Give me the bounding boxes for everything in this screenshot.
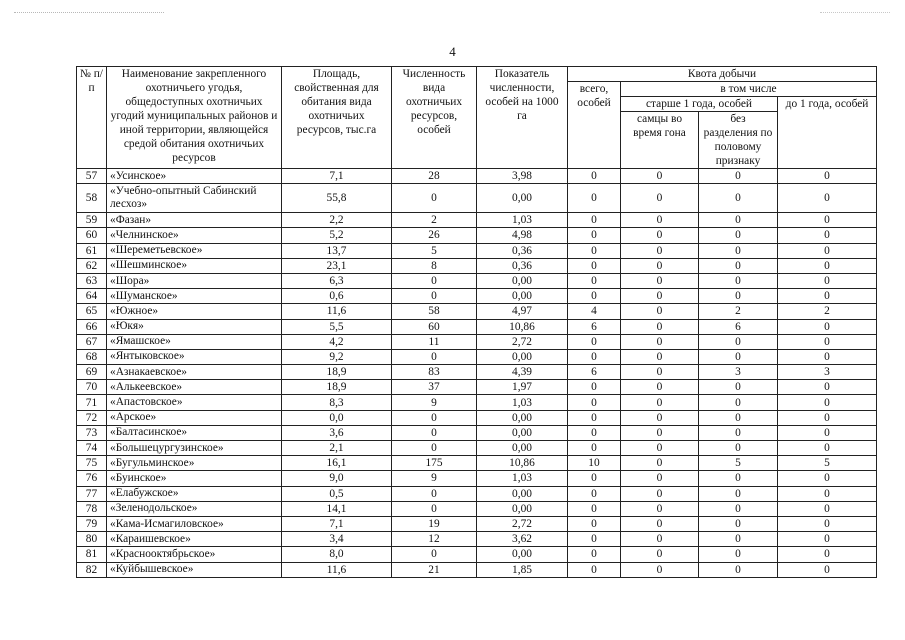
row-density: 10,86 [477,456,568,471]
row-number: 69 [77,365,107,380]
row-quota-under: 0 [778,184,877,213]
row-count: 175 [392,456,477,471]
row-quota-males: 0 [621,184,699,213]
row-quota-under: 5 [778,456,877,471]
table-row [77,471,877,486]
row-count: 0 [392,184,477,213]
row-name: «Челнинское» [107,228,282,243]
row-count: 83 [392,365,477,380]
row-count: 21 [392,562,477,577]
header-quota: Квота добычи [568,67,877,82]
row-density: 10,86 [477,319,568,334]
row-quota-nosex: 0 [699,228,778,243]
table-row [77,213,877,228]
row-quota-under: 0 [778,169,877,184]
row-number: 71 [77,395,107,410]
row-quota-total: 0 [568,441,621,456]
row-name: «Бугульминское» [107,456,282,471]
row-density: 0,00 [477,273,568,288]
row-quota-total: 0 [568,380,621,395]
scan-header-rule-right [820,12,890,13]
header-under-1: до 1 года, особей [778,97,877,169]
row-name: «Шереметьевское» [107,243,282,258]
row-quota-total: 0 [568,243,621,258]
row-name: «Краснооктябрьское» [107,547,282,562]
table-row [77,395,877,410]
table-row [77,441,877,456]
row-quota-under: 0 [778,213,877,228]
table-header [77,67,877,169]
row-density: 2,72 [477,516,568,531]
row-quota-total: 0 [568,532,621,547]
row-number: 77 [77,486,107,501]
table-body [77,169,877,578]
row-area: 11,6 [282,304,392,319]
row-quota-nosex: 2 [699,304,778,319]
row-quota-under: 2 [778,304,877,319]
row-number: 67 [77,334,107,349]
row-count: 37 [392,380,477,395]
row-count: 0 [392,410,477,425]
row-quota-males: 0 [621,289,699,304]
row-area: 55,8 [282,184,392,213]
row-quota-males: 0 [621,349,699,364]
row-quota-total: 0 [568,486,621,501]
page-number: 4 [449,44,456,59]
table-row [77,334,877,349]
row-quota-total: 10 [568,456,621,471]
row-quota-nosex: 0 [699,349,778,364]
row-name: «Зеленодольское» [107,501,282,516]
row-density: 4,39 [477,365,568,380]
table-row [77,169,877,184]
row-quota-nosex: 0 [699,213,778,228]
row-quota-males: 0 [621,319,699,334]
row-quota-males: 0 [621,471,699,486]
row-name: «Юкя» [107,319,282,334]
row-count: 0 [392,501,477,516]
table-row [77,273,877,288]
row-number: 81 [77,547,107,562]
row-quota-nosex: 0 [699,516,778,531]
row-name: «Южное» [107,304,282,319]
row-quota-total: 6 [568,319,621,334]
row-density: 4,98 [477,228,568,243]
row-quota-males: 0 [621,486,699,501]
row-quota-under: 0 [778,441,877,456]
table-row [77,349,877,364]
row-name: «Фазан» [107,213,282,228]
row-quota-under: 0 [778,425,877,440]
row-density: 0,36 [477,243,568,258]
table-row [77,258,877,273]
row-number: 82 [77,562,107,577]
row-quota-total: 0 [568,228,621,243]
row-quota-under: 0 [778,319,877,334]
row-quota-males: 0 [621,516,699,531]
row-number: 76 [77,471,107,486]
row-quota-nosex: 0 [699,243,778,258]
row-number: 66 [77,319,107,334]
row-quota-males: 0 [621,258,699,273]
row-quota-total: 0 [568,425,621,440]
row-quota-total: 0 [568,273,621,288]
row-density: 4,97 [477,304,568,319]
table-row [77,243,877,258]
row-quota-males: 0 [621,169,699,184]
row-area: 16,1 [282,456,392,471]
row-name: «Ямашское» [107,334,282,349]
header-no-sex-division: без разделения по половому признаку [699,112,778,169]
row-quota-males: 0 [621,562,699,577]
row-quota-nosex: 0 [699,501,778,516]
row-quota-under: 0 [778,410,877,425]
row-number: 74 [77,441,107,456]
row-quota-nosex: 0 [699,532,778,547]
row-number: 80 [77,532,107,547]
row-count: 0 [392,289,477,304]
row-count: 0 [392,273,477,288]
row-density: 1,03 [477,471,568,486]
row-number: 73 [77,425,107,440]
table-row [77,532,877,547]
table-row [77,562,877,577]
row-count: 0 [392,441,477,456]
row-quota-total: 0 [568,410,621,425]
row-density: 1,03 [477,213,568,228]
row-number: 58 [77,184,107,213]
row-quota-under: 0 [778,547,877,562]
row-quota-males: 0 [621,501,699,516]
row-name: «Учебно-опытный Сабинский лесхоз» [107,184,282,213]
row-number: 70 [77,380,107,395]
row-number: 78 [77,501,107,516]
row-density: 0,00 [477,184,568,213]
row-count: 9 [392,395,477,410]
row-density: 0,36 [477,258,568,273]
row-name: «Алькеевское» [107,380,282,395]
row-number: 59 [77,213,107,228]
row-quota-nosex: 0 [699,562,778,577]
row-quota-males: 0 [621,334,699,349]
row-name: «Большецургузинское» [107,441,282,456]
row-quota-nosex: 0 [699,395,778,410]
row-density: 0,00 [477,425,568,440]
header-density: Показатель численности, особей на 1000 га [477,67,568,169]
row-quota-males: 0 [621,547,699,562]
row-density: 2,72 [477,334,568,349]
row-area: 9,0 [282,471,392,486]
row-number: 57 [77,169,107,184]
row-area: 2,1 [282,441,392,456]
row-number: 79 [77,516,107,531]
row-quota-total: 0 [568,562,621,577]
row-count: 58 [392,304,477,319]
row-name: «Балтасинское» [107,425,282,440]
header-total: всего, особей [568,82,621,169]
row-quota-total: 0 [568,184,621,213]
row-density: 0,00 [477,501,568,516]
header-count: Численность вида охотничьих ресурсов, особей [392,67,477,169]
row-area: 4,2 [282,334,392,349]
row-name: «Шуманское» [107,289,282,304]
row-quota-nosex: 0 [699,486,778,501]
row-count: 2 [392,213,477,228]
row-count: 60 [392,319,477,334]
row-quota-males: 0 [621,410,699,425]
row-density: 3,62 [477,532,568,547]
table-row [77,380,877,395]
row-quota-nosex: 0 [699,334,778,349]
row-quota-males: 0 [621,243,699,258]
row-quota-total: 0 [568,516,621,531]
row-density: 0,00 [477,441,568,456]
row-quota-nosex: 0 [699,169,778,184]
row-quota-males: 0 [621,456,699,471]
table-row [77,547,877,562]
row-count: 5 [392,243,477,258]
row-quota-total: 0 [568,334,621,349]
row-quota-total: 6 [568,365,621,380]
row-quota-total: 0 [568,395,621,410]
row-quota-total: 0 [568,169,621,184]
row-count: 26 [392,228,477,243]
row-name: «Янтыковское» [107,349,282,364]
row-area: 11,6 [282,562,392,577]
row-quota-nosex: 6 [699,319,778,334]
row-quota-total: 4 [568,304,621,319]
row-count: 9 [392,471,477,486]
row-area: 3,4 [282,532,392,547]
row-name: «Караишевское» [107,532,282,547]
row-area: 2,2 [282,213,392,228]
row-quota-under: 0 [778,289,877,304]
header-including: в том числе [621,82,877,97]
row-count: 28 [392,169,477,184]
row-quota-males: 0 [621,228,699,243]
row-quota-total: 0 [568,289,621,304]
table-row [77,365,877,380]
row-name: «Куйбышевское» [107,562,282,577]
row-density: 0,00 [477,349,568,364]
row-quota-nosex: 5 [699,456,778,471]
row-quota-total: 0 [568,349,621,364]
row-quota-total: 0 [568,547,621,562]
row-quota-nosex: 0 [699,410,778,425]
table-row [77,456,877,471]
row-quota-nosex: 0 [699,184,778,213]
row-quota-under: 0 [778,532,877,547]
row-quota-nosex: 3 [699,365,778,380]
row-quota-males: 0 [621,365,699,380]
row-quota-nosex: 0 [699,289,778,304]
row-name: «Усинское» [107,169,282,184]
row-name: «Буинское» [107,471,282,486]
row-area: 0,0 [282,410,392,425]
row-quota-total: 0 [568,213,621,228]
row-density: 1,03 [477,395,568,410]
row-area: 23,1 [282,258,392,273]
row-quota-under: 0 [778,228,877,243]
table-row [77,425,877,440]
row-density: 0,00 [477,410,568,425]
row-quota-nosex: 0 [699,380,778,395]
row-quota-nosex: 0 [699,471,778,486]
row-area: 8,3 [282,395,392,410]
row-quota-under: 3 [778,365,877,380]
row-quota-under: 0 [778,334,877,349]
row-quota-under: 0 [778,562,877,577]
row-count: 0 [392,547,477,562]
row-number: 75 [77,456,107,471]
row-density: 3,98 [477,169,568,184]
row-area: 3,6 [282,425,392,440]
row-quota-nosex: 0 [699,425,778,440]
row-density: 0,00 [477,289,568,304]
row-quota-males: 0 [621,425,699,440]
row-number: 60 [77,228,107,243]
row-quota-nosex: 0 [699,258,778,273]
row-area: 7,1 [282,516,392,531]
row-quota-males: 0 [621,304,699,319]
table-row [77,319,877,334]
row-number: 61 [77,243,107,258]
row-quota-under: 0 [778,243,877,258]
table-row [77,184,877,213]
row-density: 1,85 [477,562,568,577]
header-area: Площадь, свойственная для обитания вида охотничьих ресурсов, тыс.га [282,67,392,169]
row-area: 0,6 [282,289,392,304]
row-quota-under: 0 [778,501,877,516]
hunting-quota-table [76,66,877,578]
table-row [77,228,877,243]
row-count: 19 [392,516,477,531]
table-row [77,304,877,319]
row-quota-males: 0 [621,213,699,228]
row-area: 5,2 [282,228,392,243]
row-number: 65 [77,304,107,319]
row-quota-males: 0 [621,441,699,456]
table-row [77,410,877,425]
row-quota-under: 0 [778,349,877,364]
row-quota-under: 0 [778,273,877,288]
row-area: 9,2 [282,349,392,364]
row-quota-nosex: 0 [699,273,778,288]
row-area: 0,5 [282,486,392,501]
header-males-rut: самцы во время гона [621,112,699,169]
row-density: 0,00 [477,547,568,562]
row-name: «Кама-Исмагиловское» [107,516,282,531]
row-name: «Арское» [107,410,282,425]
row-quota-nosex: 0 [699,441,778,456]
table-row [77,516,877,531]
row-count: 0 [392,425,477,440]
scan-header-rule [14,12,164,13]
header-name: Наименование закрепленного охотничьего угодья, общедоступных охотничьих угодий муниципальных районов и иной территории, являющейся средой обитания охотничьих ресурсов [107,67,282,169]
row-quota-total: 0 [568,471,621,486]
row-quota-males: 0 [621,380,699,395]
table-row [77,501,877,516]
row-name: «Азнакаевское» [107,365,282,380]
row-quota-under: 0 [778,516,877,531]
row-area: 8,0 [282,547,392,562]
row-count: 8 [392,258,477,273]
row-number: 63 [77,273,107,288]
row-quota-under: 0 [778,380,877,395]
row-area: 7,1 [282,169,392,184]
table-row [77,289,877,304]
row-number: 62 [77,258,107,273]
row-quota-under: 0 [778,471,877,486]
row-area: 6,3 [282,273,392,288]
row-name: «Шешминское» [107,258,282,273]
header-num: № п/п [77,67,107,169]
row-number: 72 [77,410,107,425]
row-density: 0,00 [477,486,568,501]
row-quota-under: 0 [778,258,877,273]
table-row [77,486,877,501]
row-quota-under: 0 [778,395,877,410]
row-quota-males: 0 [621,273,699,288]
row-quota-total: 0 [568,501,621,516]
row-area: 5,5 [282,319,392,334]
header-older-than-1: старше 1 года, особей [621,97,778,112]
row-count: 12 [392,532,477,547]
row-count: 11 [392,334,477,349]
row-quota-males: 0 [621,532,699,547]
row-quota-total: 0 [568,258,621,273]
row-area: 18,9 [282,380,392,395]
row-area: 14,1 [282,501,392,516]
row-quota-males: 0 [621,395,699,410]
row-count: 0 [392,486,477,501]
row-name: «Апастовское» [107,395,282,410]
row-area: 13,7 [282,243,392,258]
row-name: «Елабужское» [107,486,282,501]
row-quota-nosex: 0 [699,547,778,562]
row-area: 18,9 [282,365,392,380]
row-number: 64 [77,289,107,304]
row-name: «Шора» [107,273,282,288]
row-number: 68 [77,349,107,364]
row-quota-under: 0 [778,486,877,501]
row-count: 0 [392,349,477,364]
row-density: 1,97 [477,380,568,395]
